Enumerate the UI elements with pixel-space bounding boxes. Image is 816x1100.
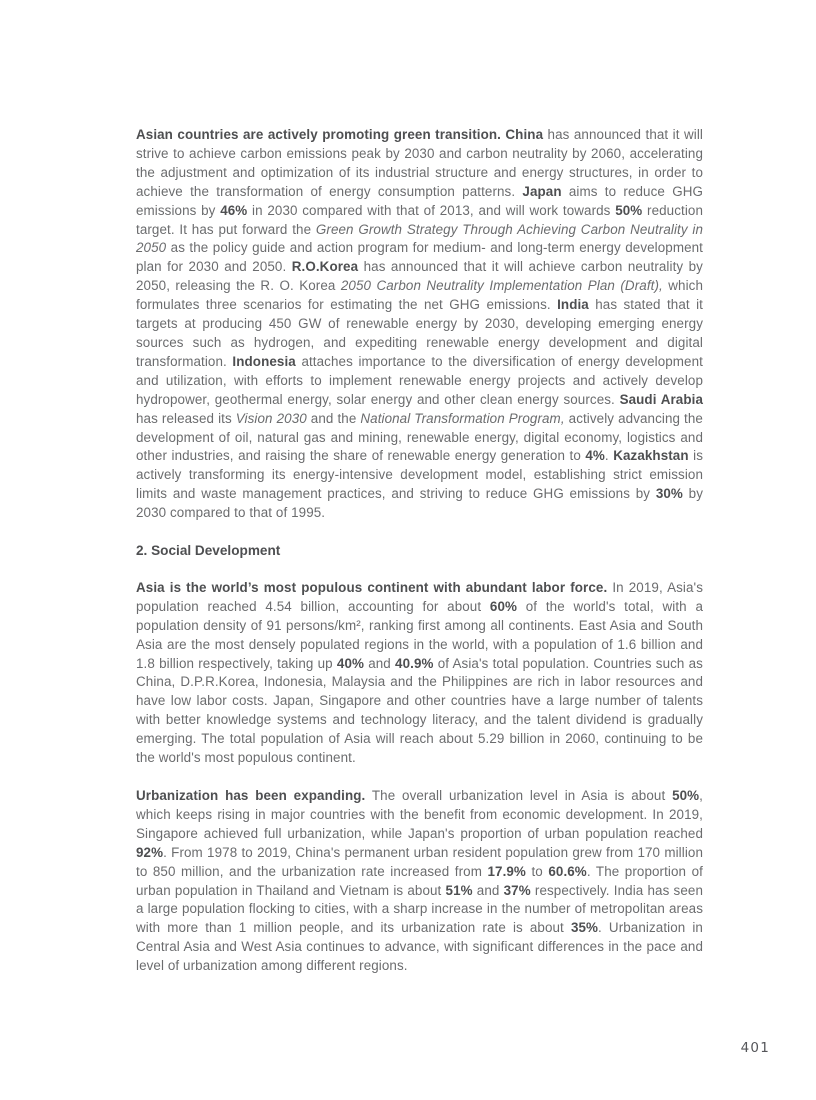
- paragraph-green-transition: Asian countries are actively promoting green transition. China has announced that it will strive to achieve carbon emissions peak by 2030 and carbon neutrality by 2060, accelerating the adjustment and optimization of its industrial structure and energy structures, in order to achieve the transformation of energy consumption patterns. Japan aims to reduce GHG emissions by 46% in 2030 compared with that of 2013, and will work towards 50% reduction target. It has put forward the Green Growth Strategy Through Achieving Carbon Neutrality in 2050 as the policy guide and action program for medium- and long-term energy development plan for 2030 and 2050. R.O.Korea has announced that it will achieve carbon neutrality by 2050, releasing the R. O. Korea 2050 Carbon Neutrality Implementation Plan (Draft), which formulates three scenarios for estimating the net GHG emissions. India has stated that it targets at producing 450 GW of renewable energy by 2030, developing emerging energy sources such as hydrogen, and expediting renewable energy development and digital transformation. Indonesia attaches importance to the diversification of energy development and utilization, with efforts to implement renewable energy projects and actively develop hydropower, geothermal energy, solar energy and other clean energy sources. Saudi Arabia has released its Vision 2030 and the National Transformation Program, actively advancing the development of oil, natural gas and mining, renewable energy, digital economy, logistics and other industries, and raising the share of renewable energy generation to 4%. Kazakhstan is actively transforming its energy-intensive development model, establishing strict emission limits and waste management practices, and striving to reduce GHG emissions by 30% by 2030 compared to that of 1995.: [136, 127, 704, 521]
- section-heading-social-development: 2. Social Development: [136, 543, 281, 559]
- page-number: 401: [740, 1040, 770, 1056]
- paragraph-population-labor-force: Asia is the world’s most populous continent with abundant labor force. In 2019, Asia's population reached 4.54 billion, accounting for about 60% of the world's total, with a population density of 91 persons/km², ranking first among all continents. East Asia and South Asia are the most densely populated regions in the world, with a population of 1.6 billion and 1.8 billion respectively, taking up 40% and 40.9% of Asia's total population. Countries such as China, D.P.R.Korea, Indonesia, Malaysia and the Philippines are rich in labor resources and have low labor costs. Japan, Singapore and other countries have a large number of talents with better knowledge systems and technology literacy, and the talent dividend is gradually emerging. The total population of Asia will reach about 5.29 billion in 2060, continuing to be the world's most populous continent.: [136, 579, 703, 766]
- paragraph-urbanization: Urbanization has been expanding. The overall urbanization level in Asia is about 50%, which keeps rising in major countries with the benefit from economic development. In 2019, Singapore achieved full urbanization, while Japan's proportion of urban population reached 92%. From 1978 to 2019, China's permanent urban resident population grew from 170 million to 850 million, and the urbanization rate increased from 17.9% to 60.6%. The proportion of urban population in Thailand and Vietnam is about 51% and 37% respectively. India has seen a large population flocking to cities, with a sharp increase in the number of metropolitan areas with more than 1 million people, and its urbanization rate is about 35%. Urbanization in Central Asia and West Asia continues to advance, with significant differences in the pace and level of urbanization among different regions.: [136, 788, 703, 974]
- page-content: [136, 126, 703, 995]
